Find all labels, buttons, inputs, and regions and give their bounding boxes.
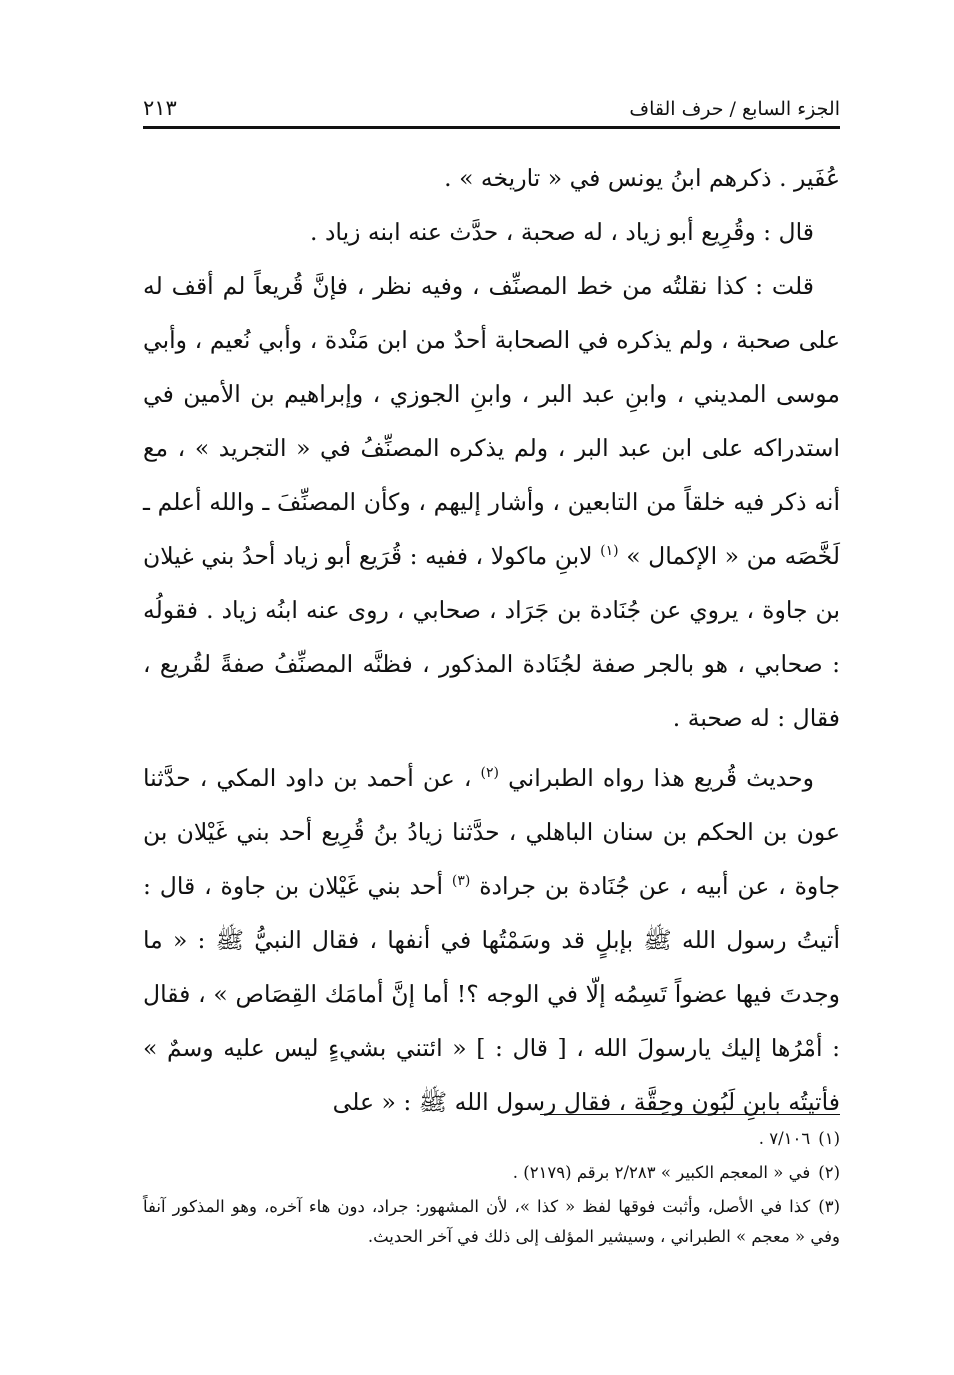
main-text	[143, 151, 840, 1129]
footnote-2-number: (٢)	[818, 1163, 840, 1182]
footnote-1-text: ٧/١٠٦ .	[758, 1129, 811, 1148]
footnote-3	[143, 1192, 840, 1252]
footnote-2	[143, 1158, 840, 1188]
running-title: الجزء السابع / حرف القاف	[629, 98, 840, 120]
footnote-1	[143, 1124, 840, 1154]
footnote-3-number: (٣)	[818, 1197, 840, 1216]
footnote-2-text: في « المعجم الكبير » ٢/٢٨٣ برقم (٢١٧٩) .	[512, 1163, 811, 1182]
page-number: ٢١٣	[143, 96, 177, 120]
footnote-ref-3: (٣)	[451, 873, 471, 890]
paragraph-4	[143, 751, 840, 1129]
page-header	[143, 84, 840, 120]
paragraph-4-part-c: أحد بني غَيْلان بن جاوة ، قال : أتيتُ رسول الله ﷺ بإبلٍ قد وسَمْتُها في أنفها ، فقال النبيُّ ﷺ : « ما وجدتَ فيها عضواً تَسِمُه إلّا في الوجه ؟! أما إنَّ أمامَك القِصَاص » ، فقال : أمْرُها إليك يارسولَ الله ، [ قال : ] « ائتني بشيءٍ ليس عليه وسمٌ » فأتيتُه بابنِ لَبُون وحِقَّة ، فقال رسول الله ﷺ : « على	[143, 872, 840, 1116]
footnote-rule	[540, 1114, 840, 1115]
paragraph-2: قال : وقُرِيع أبو زياد ، له صحبة ، حدَّث عنه ابنه زياد .	[310, 218, 814, 246]
footnote-1-number: (١)	[818, 1129, 840, 1148]
paragraph-4-part-a: وحديث قُريع هذا رواه الطبراني	[508, 764, 814, 792]
footnotes	[143, 1124, 840, 1256]
paragraph-3	[143, 259, 840, 745]
paragraph-4-part-b: ، عن أحمد بن داود المكي ، حدَّثنا عون بن الحكم بن سنان الباهلي ، حدَّثنا زيادُ بنُ قُرِيع أحد بني غَيْلان بن جاوة ، عن أبيه ، عن جُنَادة بن جرادة	[143, 764, 840, 900]
paragraph-3-part-a: قلت : كذا نقلتُه من خط المصنِّف ، وفيه نظر ، فإنَّ قُريعاً لم أقف له على صحبة ، ولم يذكره في الصحابة أحدٌ من ابن مَنْدة ، وأبي نُعيم ، وأبي موسى المديني ، وابنِ عبد البر ، وابنِ الجوزي ، وإبراهيم بن الأمين في استدراكه على ابن عبد البر ، ولم يذكره المصنِّفُ في « التجريد » ، مع أنه ذكر فيه خلقاً من التابعين ، وأشار إليهم ، وكأن المصنِّفَ ـ والله أعلم ـ لَخَّصَه من « الإكمال »	[143, 272, 840, 570]
footnote-3-text: كذا في الأصل، وأثبت فوقها لفظ « كذا »، لأن المشهور: جراد، دون هاء آخره، وهو المذكور آنفاً وفي « معجم » الطبراني ، وسيشير المؤلف إلى ذلك في آخر الحديث.	[143, 1197, 840, 1246]
paragraph-1: عُفَير . ذكرهم ابنُ يونس في « تاريخه » .	[444, 164, 840, 192]
header-rule	[143, 126, 840, 129]
paragraph-3-part-b: لابنِ ماكولا ، ففيه : قُرَيع أبو زياد أحدُ بني غيلان بن جاوة ، يروي عن جُنَادة بن جَرَاد ، صحابي ، روى عنه ابنُه زياد . فقولُه : صحابي ، هو بالجر صفة لجُنَادة المذكور ، فظنَّه المصنِّفُ صفةً لقُريع ، فقال : له صحبة .	[143, 542, 840, 732]
footnote-ref-1: (١)	[600, 543, 619, 560]
footnote-ref-2: (٢)	[480, 765, 499, 782]
